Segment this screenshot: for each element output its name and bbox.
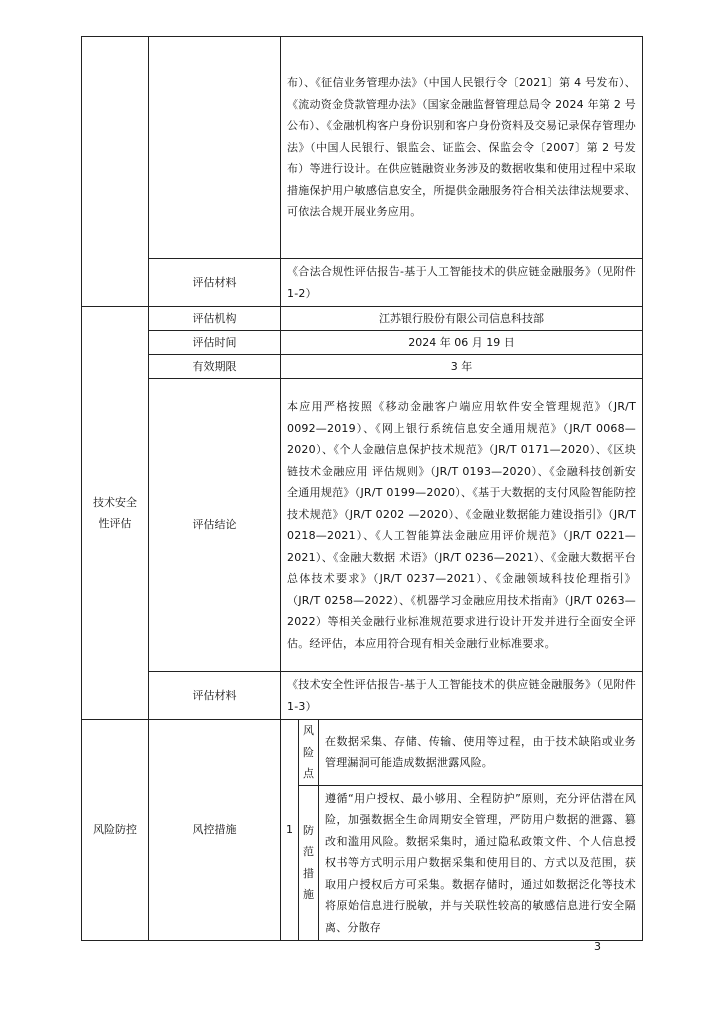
risk-point-label: 风险点 <box>299 720 319 786</box>
table-row <box>82 331 643 355</box>
tech-material-label: 评估材料 <box>149 672 281 720</box>
table-row <box>82 307 643 331</box>
conclusion-text: 本应用严格按照《移动金融客户端应用软件安全管理规范》（JR/T 0092—2019）、《网上银行系统信息安全通用规范》（JR/T 0068—2020）、《个人金融信息保护技术规范》（JR/T 0171—2020）、《区块链技术金融应用 评估规则》（JR/T 0193—2020）、《金融科技创新安全通用规范》（JR/T 0199—2020）、《基于大数据的支付风险智能防控技术规范》（JR/T 0202 —2020）、《金融业数据能力建设指引》（JR/T 0218—2021）、《人工智能算法金融应用评价规范》（JR/T 0221—2021）、《金融大数据 术语》（JR/T 0236—2021）、《金融大数据平台总体技术要求》（JR/T 0237—2021）、《金融领域科技伦理指引》（JR/T 0258—2022）、《机器学习金融应用技术指南》（JR/T 0263—2022）等相关金融行业标准规范要求进行设计开发并进行全面安全评估。经评估，本应用符合现有相关金融行业标准要求。 <box>281 379 643 672</box>
risk-measures-label: 风控措施 <box>149 720 281 941</box>
validity-label: 有效期限 <box>149 355 281 379</box>
risk-point-text: 在数据采集、存储、传输、使用等过程，由于技术缺陷或业务管理漏洞可能造成数据泄露风险。 <box>319 720 643 786</box>
risk-section-label: 风险防控 <box>82 720 149 941</box>
page-number: 3 <box>594 940 601 953</box>
compliance-material-label: 评估材料 <box>149 259 281 307</box>
conclusion-label: 评估结论 <box>149 379 281 672</box>
compliance-basis-text: 布）、《征信业务管理办法》（中国人民银行令〔2021〕第 4 号发布）、《流动资金贷款管理办法》（国家金融监督管理总局令 2024 年第 2 号公布）、《金融机构客户身份识别和客户身份资料及交易记录保存管理办法》（中国人民银行、银监会、证监会、保监会令〔2007〕第 2 号发布）等进行设计。在供应链融资业务涉及的数据收集和使用过程中采取措施保护用户敏感信息安全，所提供金融服务符合相关法律法规要求、可依法合规开展业务应用。 <box>281 37 643 259</box>
compliance-material-text: 《合法合规性评估报告-基于人工智能技术的供应链金融服务》（见附件 1-2） <box>281 259 643 307</box>
label-cell-empty <box>149 37 281 259</box>
table-row <box>82 720 643 786</box>
prevention-label: 防范措施 <box>299 785 319 941</box>
tech-security-section-label: 技术安全性评估 <box>82 307 149 720</box>
table-row <box>82 672 643 720</box>
time-label: 评估时间 <box>149 331 281 355</box>
risk-item-index: 1 <box>281 720 299 941</box>
prevention-text: 遵循“用户授权、最小够用、全程防护”原则，充分评估潜在风险，加强数据全生命周期安全管理，严防用户数据的泄露、篡改和滥用风险。数据采集时，通过隐私政策文件、个人信息授权书等方式明示用户数据采集和使用目的、方式以及范围，获取用户授权后方可采集。数据存储时，通过如数据泛化等技术将原始信息进行脱敏，并与关联性较高的敏感信息进行安全隔离、分散存 <box>319 785 643 941</box>
tech-material-text: 《技术安全性评估报告-基于人工智能技术的供应链金融服务》（见附件 1-3） <box>281 672 643 720</box>
section-cell-empty <box>82 37 149 307</box>
table-row <box>82 355 643 379</box>
table-row <box>82 259 643 307</box>
org-label: 评估机构 <box>149 307 281 331</box>
org-value: 江苏银行股份有限公司信息科技部 <box>281 307 643 331</box>
table-row <box>82 37 643 259</box>
time-value: 2024 年 06 月 19 日 <box>281 331 643 355</box>
table-row <box>82 379 643 672</box>
assessment-table <box>81 36 643 941</box>
validity-value: 3 年 <box>281 355 643 379</box>
